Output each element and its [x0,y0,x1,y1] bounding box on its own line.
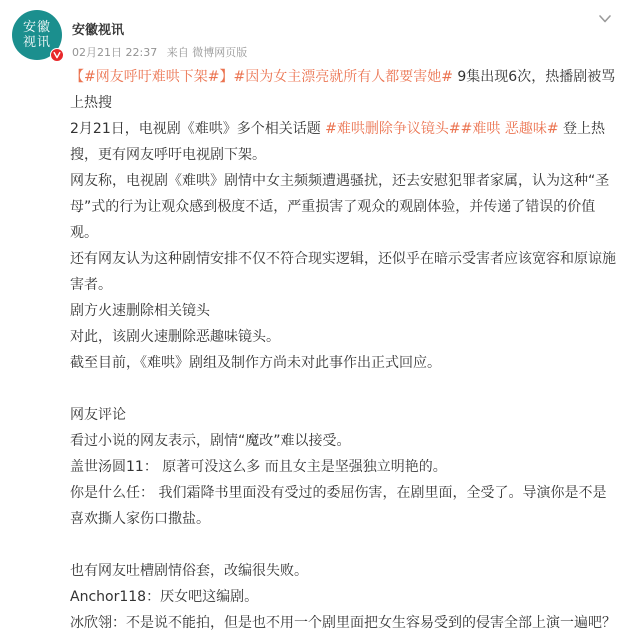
avatar-text-line1: 安徽 [22,20,51,35]
comment-quote: 冰欣翎：不是说不能拍，但是也不用一个剧里面把女生容易受到的侵害全部上演一遍吧？ [70,615,616,631]
paragraph-text: 登上热搜，更有网友呼吁电视剧下架。 [70,121,606,163]
comment-quote: Anchor118：厌女吧这编剧。 [70,589,259,605]
comment-quote: 你是什么任： 我们霜降书里面没有受过的委屈伤害，在剧里面，全受了。导演你是不是喜欢撕人家伤口撒盐。 [70,485,607,527]
post-body [70,64,618,636]
paragraph-spacer [70,532,618,558]
headline-text: 9集出现6次，热播剧被骂上热搜 [70,69,616,111]
post-paragraph: 网友称，电视剧《难哄》剧情中女主频频遭遇骚扰，还去安慰犯罪者家属，认为这种“圣母”式的行为让观众感到极度不适，严重损害了观众的观剧体验，并传递了错误的价值观。 [70,173,610,241]
hashtag-link[interactable]: #难哄删除争议镜头# [325,121,461,137]
hashtag-link[interactable]: #因为女主漂亮就所有人都要害她# [233,69,453,85]
post-source: 来自 微博网页版 [166,46,248,59]
verified-icon [50,48,64,62]
hashtag-link[interactable]: 【#网友呼吁难哄下架#】 [70,69,234,85]
section-heading: 剧方火速删除相关镜头 [70,303,210,319]
hashtag-link[interactable]: #难哄 恶趣味# [460,121,559,137]
author-name[interactable]: 安徽视讯 [72,23,125,38]
paragraph-text: 2月21日，电视剧《难哄》多个相关话题 [70,121,326,137]
post-time[interactable]: 02月21日 22:37 [72,46,158,59]
post-paragraph [70,116,618,168]
section-heading: 网友评论 [70,407,126,423]
post-paragraph: 对此，该剧火速删除恶趣味镜头。 [70,329,280,345]
post-paragraph-headline [70,64,618,116]
post-meta [72,44,247,60]
paragraph-spacer [70,376,618,402]
post-paragraph: 看过小说的网友表示，剧情“魔改”难以接受。 [70,433,351,449]
comment-quote: 盖世汤圆11： 原著可没这么多 而且女主是坚强独立明艳的。 [70,459,447,475]
post-header [0,0,628,66]
avatar-text-line2: 视讯 [22,35,51,50]
post-paragraph: 也有网友吐槽剧情俗套，改编很失败。 [70,563,308,579]
post-paragraph: 还有网友认为这种剧情安排不仅不符合现实逻辑，还似乎在暗示受害者应该宽容和原谅施害者。 [70,251,616,293]
chevron-down-icon[interactable] [598,10,612,22]
post-paragraph: 截至目前，《难哄》剧组及制作方尚未对此事作出正式回应。 [70,355,441,371]
